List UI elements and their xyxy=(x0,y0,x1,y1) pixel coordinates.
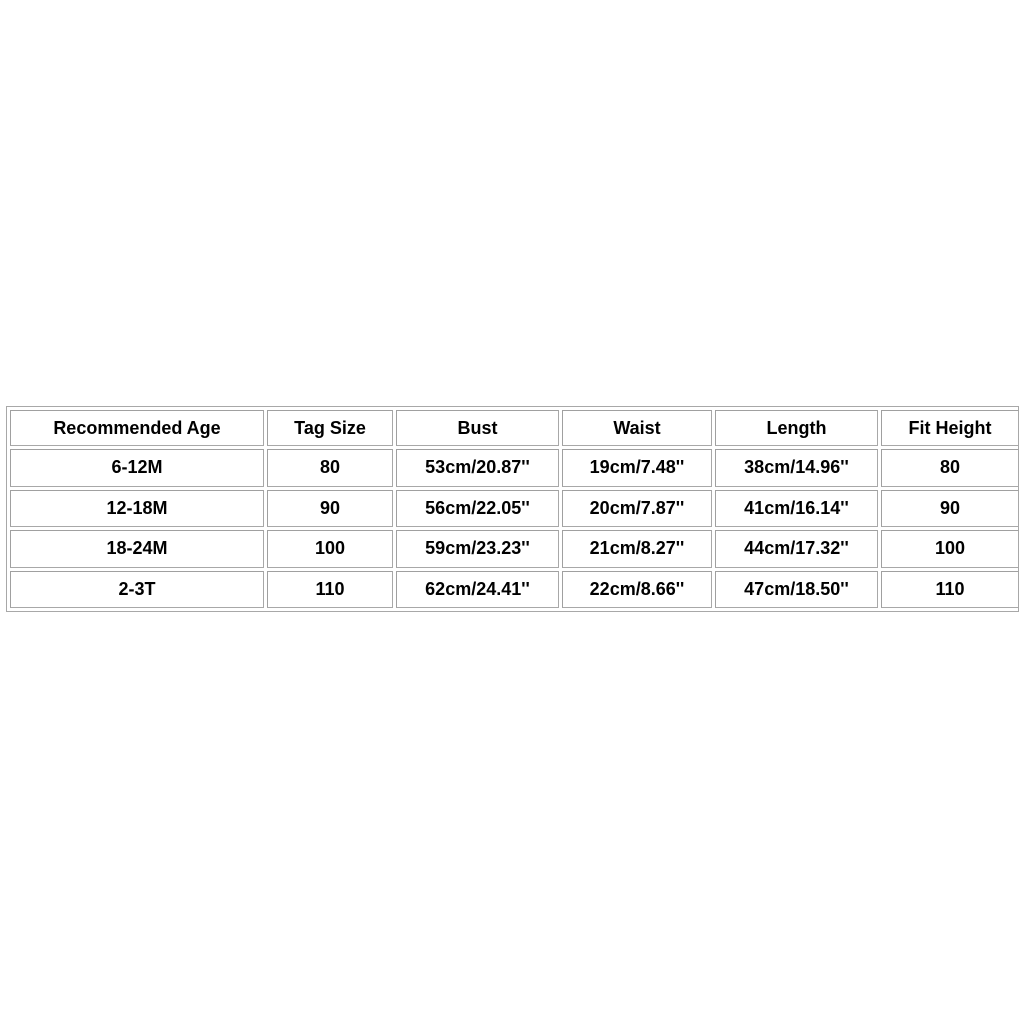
table-row xyxy=(10,571,1019,609)
cell-tag-size: 80 xyxy=(267,449,393,487)
cell-fit-height: 80 xyxy=(881,449,1019,487)
cell-tag-size: 90 xyxy=(267,490,393,528)
size-chart xyxy=(6,406,1019,612)
cell-recommended-age: 6-12M xyxy=(10,449,264,487)
header-fit-height: Fit Height xyxy=(881,410,1019,446)
cell-tag-size: 100 xyxy=(267,530,393,568)
header-row xyxy=(10,410,1019,446)
cell-fit-height: 90 xyxy=(881,490,1019,528)
header-bust: Bust xyxy=(396,410,559,446)
cell-waist: 21cm/8.27'' xyxy=(562,530,712,568)
cell-recommended-age: 12-18M xyxy=(10,490,264,528)
cell-waist: 19cm/7.48'' xyxy=(562,449,712,487)
cell-fit-height: 100 xyxy=(881,530,1019,568)
cell-length: 44cm/17.32'' xyxy=(715,530,878,568)
header-waist: Waist xyxy=(562,410,712,446)
table-row xyxy=(10,530,1019,568)
cell-waist: 20cm/7.87'' xyxy=(562,490,712,528)
cell-bust: 53cm/20.87'' xyxy=(396,449,559,487)
cell-waist: 22cm/8.66'' xyxy=(562,571,712,609)
cell-length: 38cm/14.96'' xyxy=(715,449,878,487)
header-recommended-age: Recommended Age xyxy=(10,410,264,446)
header-tag-size: Tag Size xyxy=(267,410,393,446)
cell-fit-height: 110 xyxy=(881,571,1019,609)
cell-recommended-age: 18-24M xyxy=(10,530,264,568)
cell-recommended-age: 2-3T xyxy=(10,571,264,609)
cell-length: 47cm/18.50'' xyxy=(715,571,878,609)
size-chart-table xyxy=(7,407,1022,611)
cell-bust: 56cm/22.05'' xyxy=(396,490,559,528)
cell-bust: 59cm/23.23'' xyxy=(396,530,559,568)
table-row xyxy=(10,490,1019,528)
cell-tag-size: 110 xyxy=(267,571,393,609)
table-row xyxy=(10,449,1019,487)
header-length: Length xyxy=(715,410,878,446)
cell-bust: 62cm/24.41'' xyxy=(396,571,559,609)
cell-length: 41cm/16.14'' xyxy=(715,490,878,528)
